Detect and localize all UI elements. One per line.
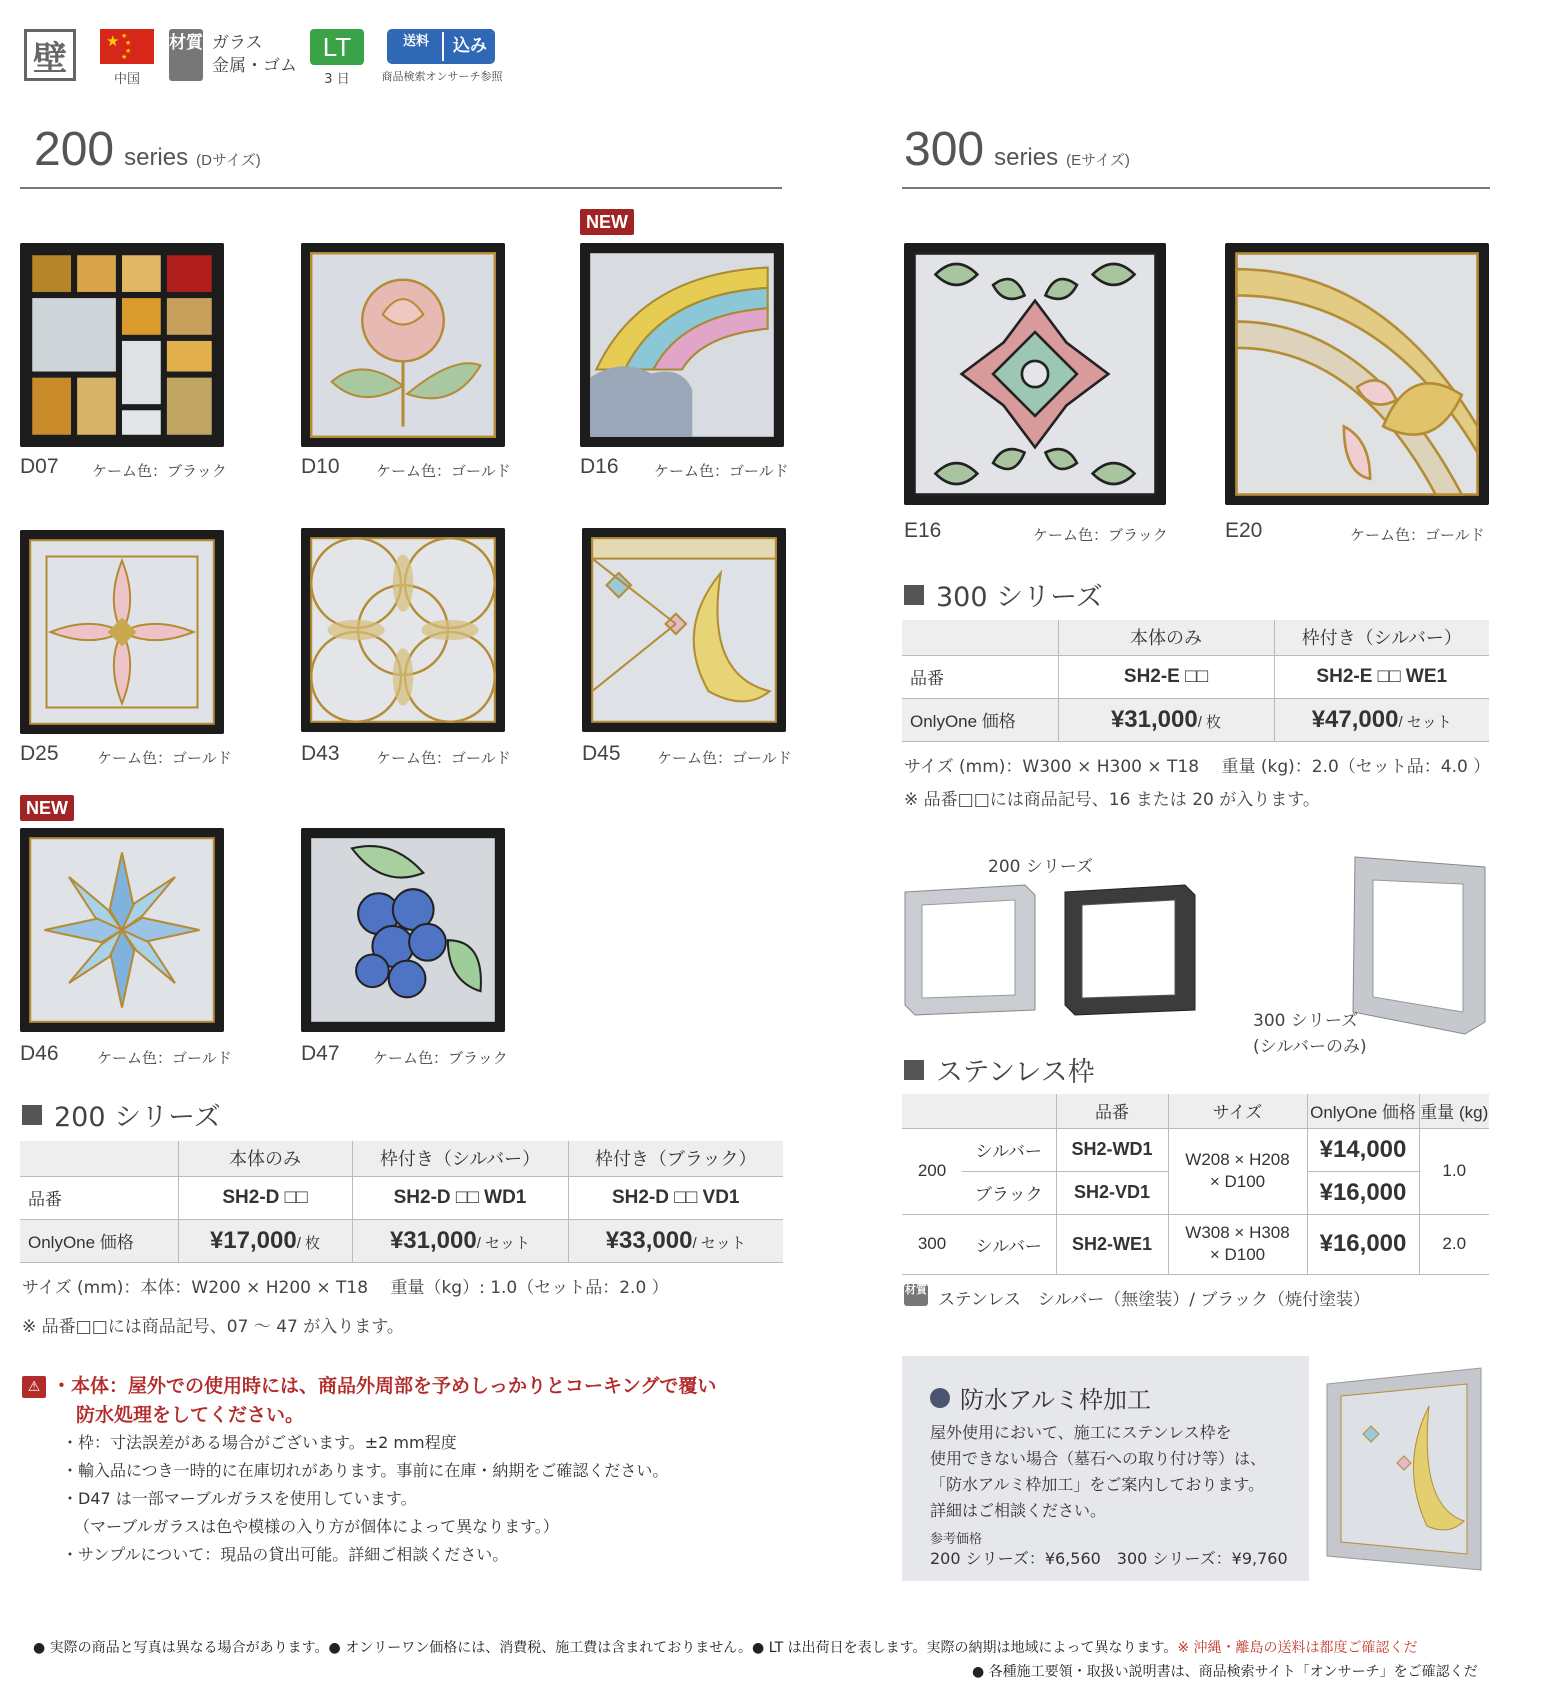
series200-code-note: ※ 品番□□には商品記号、07 ～ 47 が入ります。 (22, 1317, 404, 1337)
divider (20, 187, 782, 189)
material-list: ガラス 金属・ゴム (212, 33, 297, 76)
series300-size-note: サイズ (mm)：W300 × H300 × T18 重量 (kg)：2.0（セット品：4.0 ） (904, 757, 1491, 777)
product-image-d47 (301, 828, 505, 1032)
came-color: ケーム色：ゴールド (654, 462, 789, 480)
product-code: D10 (301, 455, 340, 478)
lead-time-badge: LT (310, 29, 364, 65)
stainless-frame-table: 品番 サイズ OnlyOne 価格 重量 (kg) 200 シルバー SH2-WD1 W208 × H208 × D100 ¥14,000 1.0 ブラック SH2-VD1 ¥16,000 300 シルバー SH2-WE1 W308 × H308 × D100 ¥16,000 2.0 (902, 1094, 1489, 1275)
black-frame-200-image (1060, 880, 1200, 1020)
new-badge: NEW (580, 209, 634, 235)
truck-icon: 送料 (390, 32, 442, 61)
came-color: ケーム色：ゴールド (97, 749, 232, 767)
material-badge: 材質 (169, 29, 203, 81)
waterproof-aluminum-box (902, 1356, 1309, 1581)
product-image-d43 (301, 528, 505, 732)
series200-price-table: 本体のみ 枠付き（シルバー） 枠付き（ブラック） 品番 SH2-D □□ SH2-D □□ WD1 SH2-D □□ VD1 OnlyOne 価格 ¥17,000/ 枚 ¥31,000/ セット ¥33,000/ セット (20, 1141, 783, 1263)
product-code: E20 (1225, 519, 1263, 542)
frame-material-note: ステンレス シルバー（無塗装）/ ブラック（焼付塗装） (938, 1290, 1371, 1310)
came-color: ケーム色：ブラック (1033, 526, 1168, 544)
footer-disclaimer: ● 実際の商品と写真は異なる場合があります。● オンリーワン価格には、消費税、施工費は含まれておりません。● LT は出荷日を表します。実際の納期は地域によって異なります。※ 沖縄・離島の送料は都度ご確認くだ (33, 1640, 1418, 1656)
product-image-e20 (1225, 243, 1489, 505)
came-color: ケーム色：ゴールド (1350, 526, 1485, 544)
aluminum-frame-d45-image (1309, 1356, 1489, 1581)
frame-300-label: 300 シリーズ (シルバーのみ) (1253, 1011, 1367, 1057)
came-color: ケーム色：ブラック (373, 1049, 508, 1067)
new-badge: NEW (20, 795, 74, 821)
product-image-d07 (20, 243, 224, 447)
silver-frame-200-image (900, 880, 1040, 1020)
notice-list: ・枠：寸法誤差がある場合がございます。±2 mm程度 ・輸入品につき一時的に在庫切れがあります。事前に在庫・納期をご確認ください。 ・D47 は一部マーブルガラスを使用しています。 （マーブルガラスは色や模様の入り方が個体によって異なります。） ・サンプルについて：現品の貸出可能。詳細ご相談ください。 (62, 1433, 669, 1564)
silver-frame-300-image (1345, 852, 1490, 1037)
stainless-frame-section-title: ステンレス枠 (904, 1050, 1095, 1089)
came-color: ケーム色：ゴールド (97, 1049, 232, 1067)
product-image-d45 (582, 528, 786, 732)
came-color: ケーム色：ゴールド (376, 749, 511, 767)
product-code: D47 (301, 1042, 340, 1065)
came-color: ケーム色：ブラック (92, 462, 227, 480)
waterproof-title: 防水アルミ枠加工 (930, 1380, 1151, 1415)
china-flag-icon: ★ ★ ★ ★ ★ (100, 29, 154, 64)
came-color: ケーム色：ゴールド (657, 749, 792, 767)
series300-heading: 300 series (Eサイズ) (904, 123, 1130, 176)
product-image-d10 (301, 243, 505, 447)
shipping-included-badge: 送料 込み (387, 29, 495, 64)
outdoor-use-warning: ・本体：屋外での使用時には、商品外周部を予めしっかりとコーキングで覆い 防水処理をしてください。 (52, 1375, 717, 1426)
product-image-e16 (904, 243, 1166, 505)
product-code: D43 (301, 742, 340, 765)
material-badge: 材質 (904, 1284, 928, 1306)
series200-section-title: 200 シリーズ (22, 1095, 221, 1134)
frame-200-label: 200 シリーズ (988, 857, 1094, 877)
product-code: E16 (904, 519, 942, 542)
product-code: D16 (580, 455, 619, 478)
series300-price-table: 本体のみ 枠付き（シルバー） 品番 SH2-E □□ SH2-E □□ WE1 OnlyOne 価格 ¥31,000/ 枚 ¥47,000/ セット (902, 620, 1489, 742)
footer-manual-note: ● 各種施工要領・取扱い説明書は、商品検索サイト「オンサーチ」をご確認くだ (972, 1664, 1478, 1680)
series200-size-note: サイズ (mm)：本体：W200 × H200 × T18 重量（kg）: 1.0（セット品：2.0 ） (22, 1278, 669, 1298)
product-code: D46 (20, 1042, 59, 1065)
product-image-d25 (20, 530, 224, 734)
product-image-d46 (20, 828, 224, 1032)
waterproof-body: 屋外使用において、施工にステンレス枠を 使用できない場合（墓石への取り付け等）は、 「防水アルミ枠加工」をご案内しております。 詳細はご相談ください。 (930, 1423, 1267, 1520)
lead-time-label: 3 日 (324, 72, 350, 87)
wall-category-icon: 壁 (24, 29, 76, 81)
product-code: D07 (20, 455, 59, 478)
origin-label: 中国 (113, 72, 140, 87)
warning-icon: ⚠ (22, 1376, 46, 1398)
product-code: D25 (20, 742, 59, 765)
reference-prices: 200 シリーズ：¥6,560 300 シリーズ：¥9,760 (930, 1549, 1288, 1568)
product-code: D45 (582, 742, 621, 765)
product-image-d16 (580, 243, 784, 447)
series300-code-note: ※ 品番□□には商品記号、16 または 20 が入ります。 (904, 790, 1320, 810)
reference-price-label: 参考価格 (930, 1532, 983, 1547)
divider (902, 187, 1490, 189)
series300-section-title: 300 シリーズ (904, 575, 1103, 614)
series200-heading: 200 series (Dサイズ) (34, 123, 261, 176)
came-color: ケーム色：ゴールド (376, 462, 511, 480)
shipping-note: 商品検索オンサーチ参照 (381, 70, 503, 83)
